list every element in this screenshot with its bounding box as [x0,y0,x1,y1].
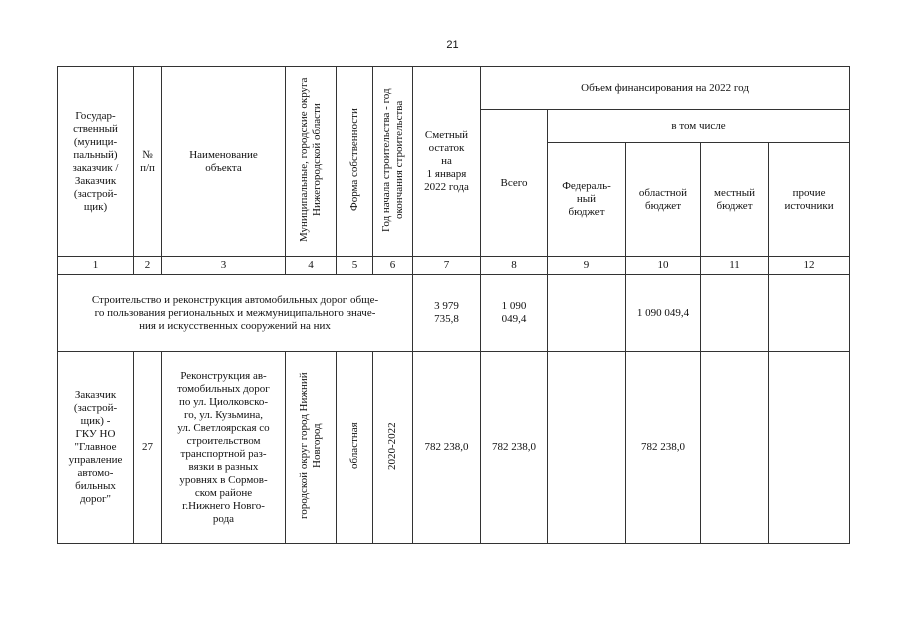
object-number: 27 [134,352,162,544]
object-regional: 782 238,0 [626,352,701,544]
header-object-name: Наименование объекта [162,67,286,257]
header-customer: Государ- ственный (муници- пальный) заказчик / Заказчик (застрой- щик) [58,67,134,257]
header-ownership: Форма собственности [337,67,373,257]
object-ownership: областная [337,352,373,544]
object-municipality: городской округ город Нижний Новгород [286,352,337,544]
header-estimated-balance: Сметный остаток на 1 января 2022 года [413,67,481,257]
column-number-row [58,257,850,275]
header-other: прочие источники [769,143,850,257]
section-estimated-balance: 3 979 735,8 [413,275,481,352]
column-number: 11 [701,257,769,275]
header-federal: Федераль- ный бюджет [548,143,626,257]
section-title: Строительство и реконструкция автомобильных дорог обще- го пользования региональных и межмуниципального значе- ния и искусственных сооружений на них [58,275,413,352]
object-row [58,352,850,544]
header-including: в том числе [548,110,850,143]
column-number: 9 [548,257,626,275]
object-years: 2020-2022 [373,352,413,544]
header-funding-2022: Объем финансирования на 2022 год [481,67,850,110]
column-number: 4 [286,257,337,275]
column-number: 10 [626,257,701,275]
column-number: 8 [481,257,548,275]
column-number: 3 [162,257,286,275]
object-other [769,352,850,544]
column-number: 5 [337,257,373,275]
section-local [701,275,769,352]
header-row [58,67,850,110]
object-local [701,352,769,544]
object-name: Реконструкция ав- томобильных дорог по ул. Циолковско- го, ул. Кузьмина, ул. Светлоярская со строительством транспортной раз- вязки в разных уровнях в Сормов- ском районе г.Нижнего Новго- рода [162,352,286,544]
header-local: местный бюджет [701,143,769,257]
header-municipality: Муниципальные, городские округа Нижегородской области [286,67,337,257]
column-number: 1 [58,257,134,275]
section-other [769,275,850,352]
header-total: Всего [481,110,548,257]
column-number: 2 [134,257,162,275]
header-regional: областной бюджет [626,143,701,257]
object-federal [548,352,626,544]
object-estimated-balance: 782 238,0 [413,352,481,544]
construction-funding-table [57,66,850,544]
header-years: Год начала строительства - год окончания строительства [373,67,413,257]
object-customer: Заказчик (застрой- щик) - ГКУ НО "Главное управление автомо- бильных дорог" [58,352,134,544]
header-number: № п/п [134,67,162,257]
section-federal [548,275,626,352]
column-number: 6 [373,257,413,275]
column-number: 7 [413,257,481,275]
object-total: 782 238,0 [481,352,548,544]
section-total: 1 090 049,4 [481,275,548,352]
section-row [58,275,850,352]
section-regional: 1 090 049,4 [626,275,701,352]
page-number: 21 [446,39,459,51]
column-number: 12 [769,257,850,275]
